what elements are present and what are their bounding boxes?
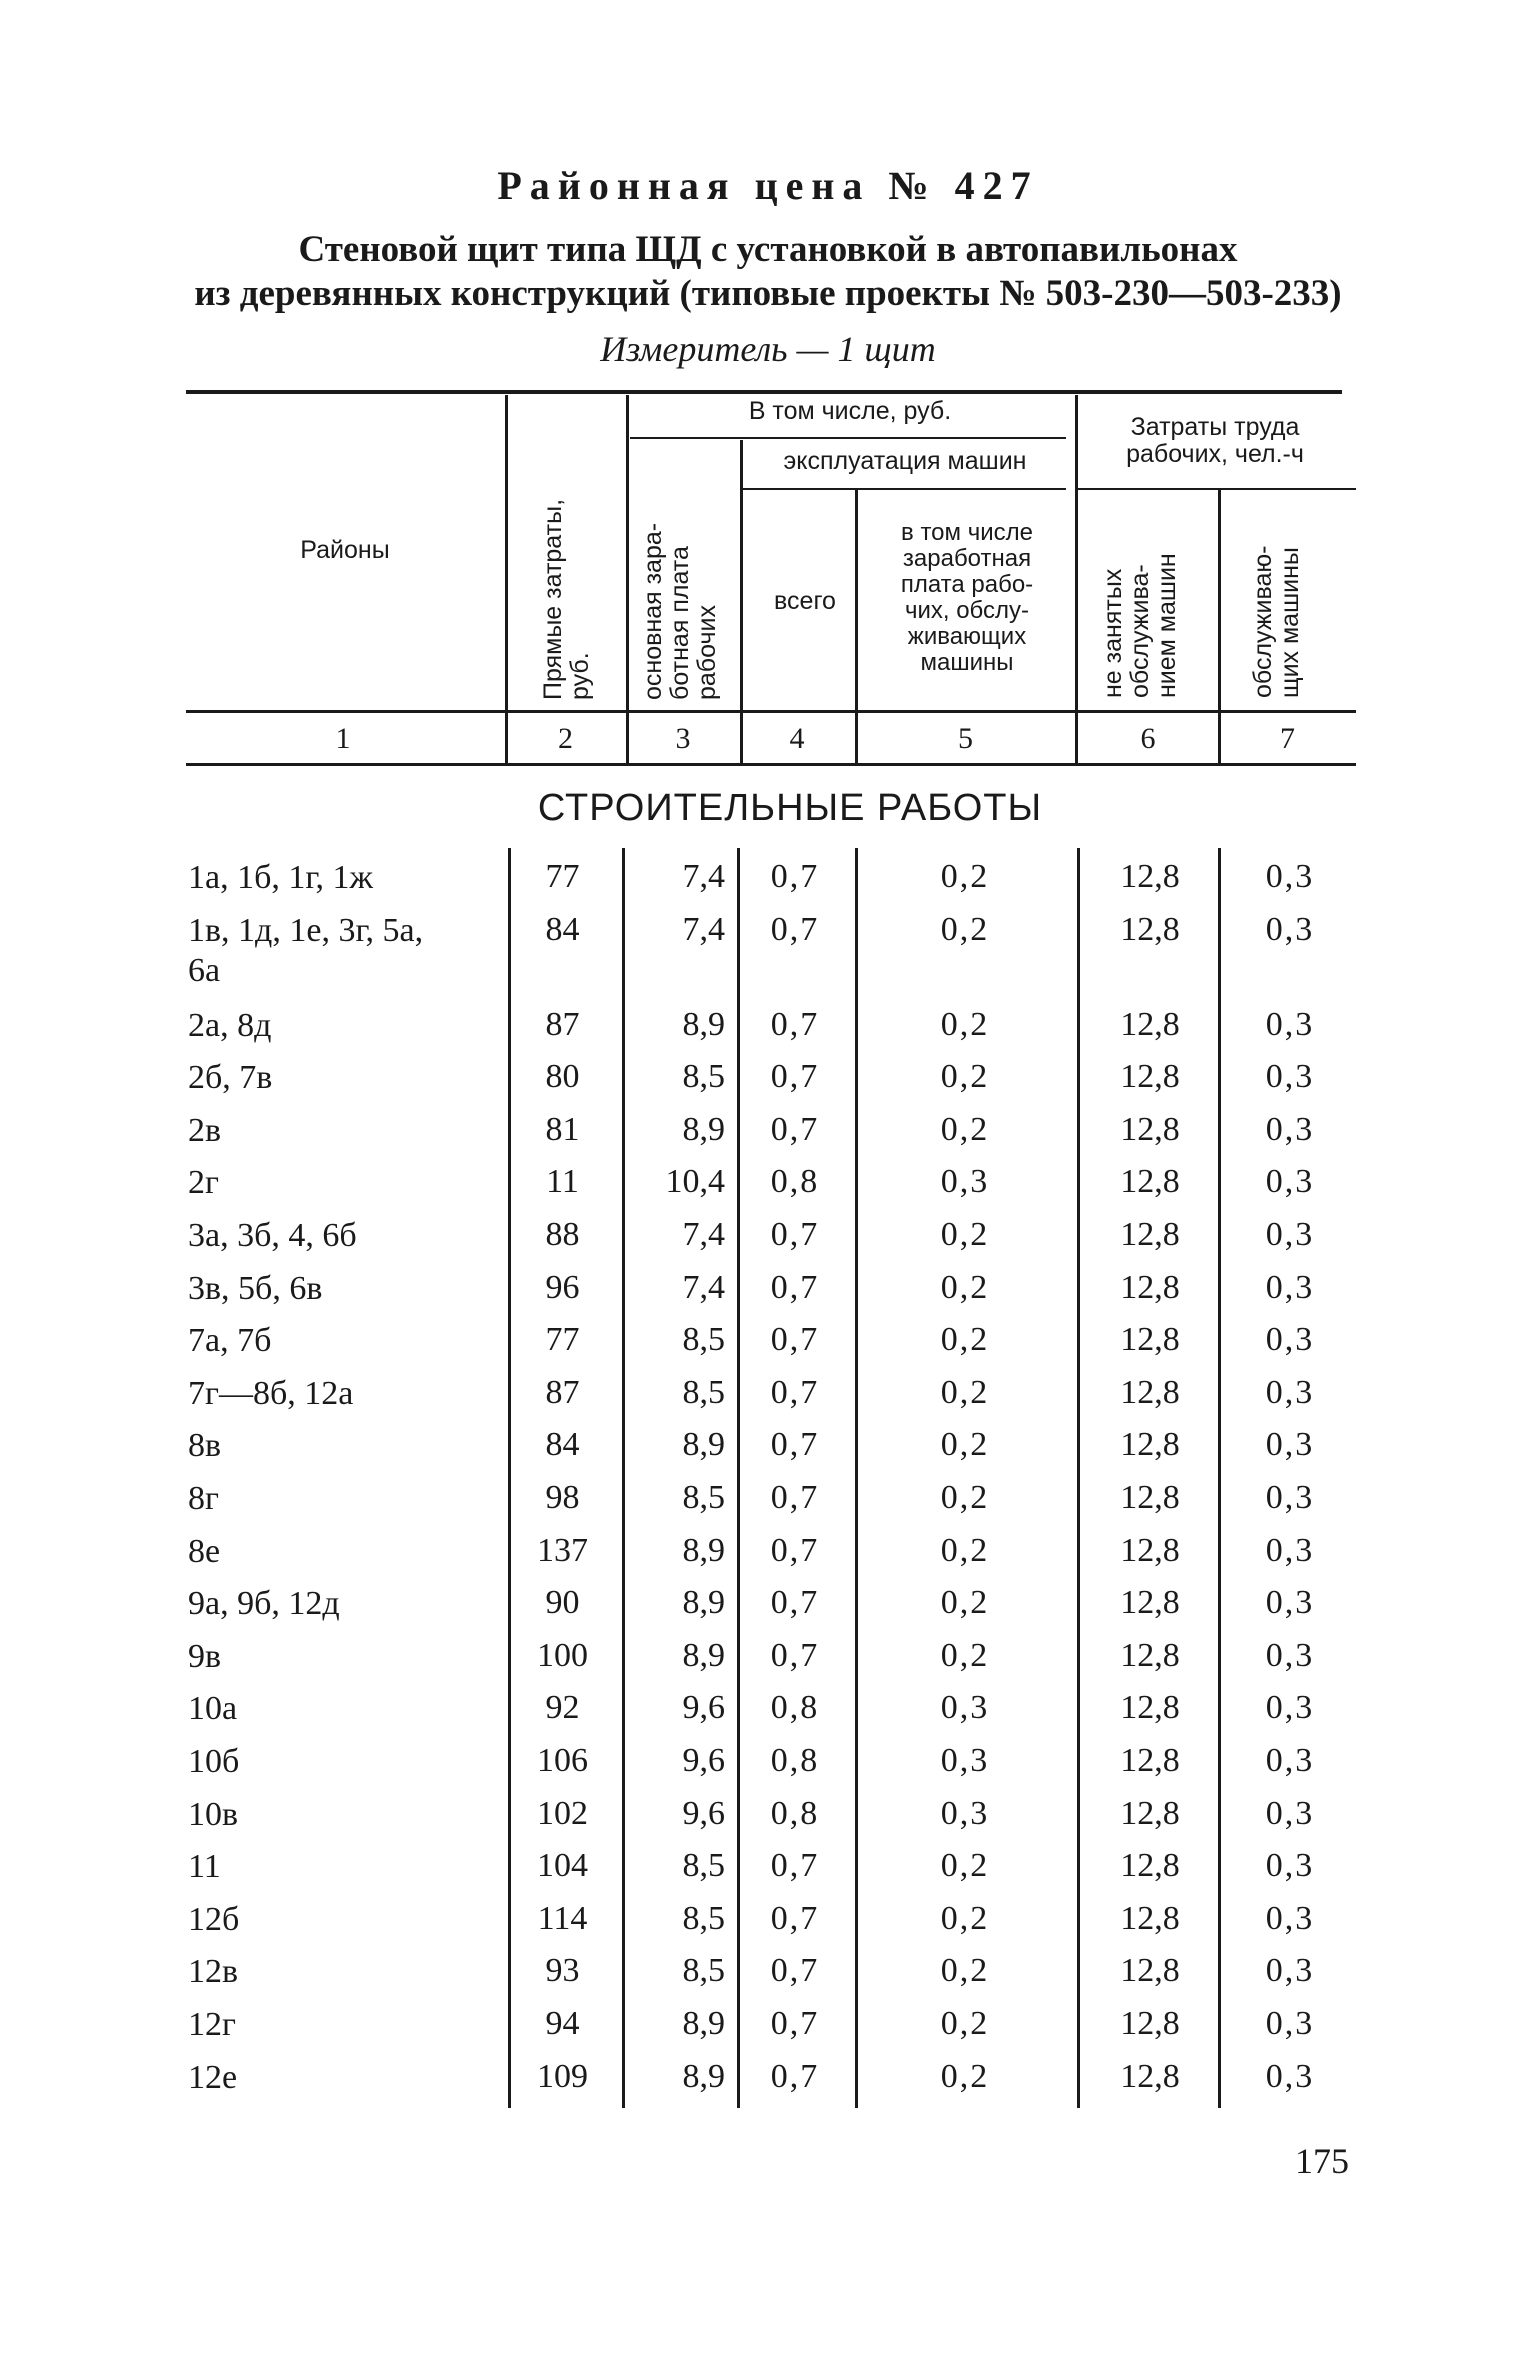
labor-cell: 12,8 [1120,1373,1180,1411]
table-row [0,1163,1536,1215]
labor-cell: 12,8 [1120,1163,1180,1201]
labor-machines-cell: 0,3 [1265,1847,1315,1885]
district-cell: 7а, 7б [188,1322,272,1360]
labor-machines-cell: 0,3 [1265,1899,1315,1937]
labor-subheader-rule [1078,488,1356,490]
labor-cell: 12,8 [1120,1216,1180,1253]
machine-total-cell: 0,7 [770,1321,820,1359]
district-cell: 12в [188,1953,239,1991]
labor-cell: 12,8 [1120,2057,1180,2095]
direct-costs-cell: 137 [537,1531,588,1569]
district-cell: 2б, 7в [188,1059,273,1097]
machine-wages-cell: 0,2 [940,2057,990,2095]
labor-cell: 12,8 [1120,858,1180,895]
machine-total-cell: 0,7 [770,1110,820,1148]
direct-costs-cell: 102 [537,1794,588,1832]
table-row [0,1900,1536,1952]
labor-machines-cell: 0,3 [1265,1952,1315,1990]
district-cell: 9в [188,1637,222,1675]
table-row [0,1058,1536,1110]
header-including-rub: В том числе, руб. [748,397,952,425]
direct-costs-cell: 81 [545,1110,580,1148]
district-cell: 2а, 8д [188,1006,272,1044]
base-wages-cell: 8,9 [682,2057,725,2095]
machine-total-cell: 0,7 [770,1847,820,1885]
machine-wages-cell: 0,2 [940,1584,990,1622]
column-number-6: 6 [1140,722,1156,755]
table-row [0,1006,1536,1058]
machine-total-cell: 0,7 [770,910,820,948]
district-cell: 12г [188,2006,236,2043]
machine-total-cell: 0,7 [770,1952,820,1990]
table-row [0,1795,1536,1847]
district-cell: 9а, 9б, 12д [188,1585,340,1623]
labor-machines-cell: 0,3 [1265,1321,1315,1359]
header-districts: Районы [300,536,390,564]
table-row [0,1321,1536,1373]
labor-cell: 12,8 [1120,1899,1180,1937]
district-cell: 12б [188,1900,240,1938]
machine-total-cell: 0,7 [770,1005,820,1043]
machine-total-cell: 0,7 [770,1373,820,1411]
table-row [0,1269,1536,1321]
labor-machines-cell: 0,3 [1265,1216,1315,1253]
direct-costs-cell: 109 [537,2057,588,2095]
labor-cell: 12,8 [1120,2005,1180,2042]
base-wages-cell: 8,9 [682,1426,725,1464]
machine-total-cell: 0,7 [770,858,820,895]
machine-total-cell: 0,7 [770,1531,820,1569]
base-wages-cell: 10,4 [665,1163,725,1201]
labor-machines-cell: 0,3 [1265,1268,1315,1306]
base-wages-cell: 8,5 [682,1847,725,1885]
labor-machines-cell: 0,3 [1265,1058,1315,1096]
machine-wages-cell: 0,2 [940,1268,990,1306]
machine-total-cell: 0,7 [770,1584,820,1622]
direct-costs-cell: 87 [545,1373,580,1411]
direct-costs-cell: 92 [545,1689,580,1727]
page-number: 175 [1295,2141,1349,2181]
base-wages-cell: 9,6 [682,1742,725,1779]
col-divider-1-2 [505,395,508,763]
machine-total-cell: 0,7 [770,1058,820,1096]
base-wages-cell: 7,4 [682,910,725,948]
district-cell: 2в [188,1111,222,1149]
labor-cell: 12,8 [1120,1636,1180,1674]
machine-wages-cell: 0,2 [940,1531,990,1569]
machine-total-cell: 0,8 [770,1742,820,1779]
base-wages-cell: 8,9 [682,1005,725,1043]
header-labor-costs: Затраты труда рабочих, чел.-ч [1126,413,1304,468]
labor-machines-cell: 0,3 [1265,1636,1315,1674]
machine-total-cell: 0,8 [770,1689,820,1727]
labor-cell: 12,8 [1120,1058,1180,1096]
base-wages-cell: 8,9 [682,1636,725,1674]
header-bottom-rule [186,710,1356,713]
direct-costs-cell: 87 [545,1005,580,1043]
machine-wages-cell: 0,2 [940,1847,990,1885]
labor-cell: 12,8 [1120,1531,1180,1569]
base-wages-cell: 8,9 [682,1110,725,1148]
district-cell: 1в, 1д, 1е, 3г, 5а, 6а [188,911,424,989]
direct-costs-cell: 80 [545,1058,580,1096]
table-row [0,1689,1536,1741]
machine-total-cell: 0,7 [770,1268,820,1306]
base-wages-cell: 9,6 [682,1689,725,1727]
column-number-5: 5 [958,722,973,755]
machine-subheader-rule [742,488,1066,490]
table-row [0,1637,1536,1689]
labor-cell: 12,8 [1120,1952,1180,1990]
table-row [0,1584,1536,1636]
machine-wages-cell: 0,2 [940,1373,990,1411]
labor-cell: 12,8 [1120,1689,1180,1727]
table-row [0,1847,1536,1899]
machine-wages-cell: 0,2 [940,1058,990,1096]
column-number-1: 1 [335,722,351,755]
machine-wages-cell: 0,2 [940,1216,990,1253]
base-wages-cell: 8,5 [682,1479,725,1516]
base-wages-cell: 7,4 [682,858,725,895]
direct-costs-cell: 77 [545,1321,580,1359]
direct-costs-cell: 84 [545,1426,580,1464]
base-wages-cell: 8,5 [682,1952,725,1990]
labor-machines-cell: 0,3 [1265,1163,1315,1201]
base-wages-cell: 8,5 [682,1373,725,1411]
column-number-3: 3 [675,722,691,755]
district-cell: 10в [188,1795,239,1833]
col-divider-5-6 [1075,395,1078,763]
labor-machines-cell: 0,3 [1265,1373,1315,1411]
machine-total-cell: 0,7 [770,1479,820,1516]
document-title-line-2: из деревянных конструкций (типовые проекты № 503-230—503-233) [194,273,1342,314]
machine-wages-cell: 0,2 [940,1110,990,1148]
direct-costs-cell: 96 [545,1268,580,1306]
table-row [0,1216,1536,1268]
direct-costs-cell: 100 [537,1636,588,1674]
table-row [0,1374,1536,1426]
labor-cell: 12,8 [1120,1426,1180,1464]
table-row [0,1479,1536,1531]
base-wages-cell: 7,4 [682,1216,725,1253]
header-direct-costs: Прямые затраты, руб. [539,498,594,700]
district-cell: 7г—8б, 12а [188,1374,354,1412]
column-number-7: 7 [1280,722,1295,755]
base-wages-cell: 8,9 [682,1531,725,1569]
column-number-2: 2 [558,722,573,755]
machine-total-cell: 0,7 [770,1426,820,1464]
document-title-line-1: Стеновой щит типа ЩД с установкой в автопавильонах [298,229,1238,270]
direct-costs-cell: 104 [537,1847,588,1885]
district-cell: 8е [188,1532,221,1570]
machine-wages-cell: 0,2 [940,1321,990,1359]
machine-wages-cell: 0,3 [940,1163,990,1201]
machine-wages-cell: 0,2 [940,1952,990,1990]
machine-wages-cell: 0,2 [940,1479,990,1516]
labor-cell: 12,8 [1120,1005,1180,1043]
labor-machines-cell: 0,3 [1265,1110,1315,1148]
machine-wages-cell: 0,2 [940,1636,990,1674]
machine-total-cell: 0,8 [770,1163,820,1201]
section-title: СТРОИТЕЛЬНЫЕ РАБОТЫ [537,787,1043,829]
labor-machines-cell: 0,3 [1265,1689,1315,1727]
direct-costs-cell: 93 [545,1952,580,1990]
machine-wages-cell: 0,2 [940,2005,990,2042]
measure-unit: Измеритель — 1 щит [600,329,936,369]
labor-machines-cell: 0,3 [1265,910,1315,948]
labor-cell: 12,8 [1120,1110,1180,1148]
table-row [0,1111,1536,1163]
machine-total-cell: 0,7 [770,1899,820,1937]
labor-machines-cell: 0,3 [1265,2057,1315,2095]
table-row [0,2005,1536,2057]
col-divider-3-4 [740,440,743,763]
table-row [0,1532,1536,1584]
header-machine-operation: эксплуатация машин [783,447,1027,475]
labor-machines-cell: 0,3 [1265,1005,1315,1043]
labor-cell: 12,8 [1120,1584,1180,1622]
labor-machines-cell: 0,3 [1265,1426,1315,1464]
base-wages-cell: 8,9 [682,1584,725,1622]
table-row [0,1742,1536,1794]
labor-machines-cell: 0,3 [1265,858,1315,895]
direct-costs-cell: 84 [545,910,580,948]
table-row [0,1426,1536,1478]
labor-machines-cell: 0,3 [1265,1584,1315,1622]
base-wages-cell: 8,5 [682,1899,725,1937]
machine-wages-cell: 0,2 [940,910,990,948]
table-row [0,858,1536,910]
labor-machines-cell: 0,3 [1265,1794,1315,1832]
machine-wages-cell: 0,3 [940,1689,990,1727]
district-cell: 2г [188,1164,219,1202]
base-wages-cell: 9,6 [682,1794,725,1832]
price-title: Районная цена № 427 [497,163,1039,208]
table-row [0,2058,1536,2110]
direct-costs-cell: 88 [545,1216,580,1253]
direct-costs-cell: 114 [537,1899,588,1937]
labor-cell: 12,8 [1120,1847,1180,1885]
district-cell: 1а, 1б, 1г, 1ж [188,859,373,896]
labor-machines-cell: 0,3 [1265,2005,1315,2042]
header-total: всего [774,587,836,615]
district-cell: 3в, 5б, 6в [188,1269,323,1307]
labor-cell: 12,8 [1120,1268,1180,1306]
machine-total-cell: 0,7 [770,1636,820,1674]
machine-total-cell: 0,7 [770,1216,820,1253]
subheader-rule [630,437,1066,439]
header-labor-not-machines: не занятых обслужива- нием машин [1099,553,1181,698]
direct-costs-cell: 11 [546,1163,579,1201]
header-labor-machines: обслуживаю- щих машины [1249,545,1304,698]
header-top-rule [186,390,1342,394]
table-row [0,910,1536,989]
column-numbers-rule [186,763,1356,766]
table-row [0,1952,1536,2004]
labor-machines-cell: 0,3 [1265,1531,1315,1569]
direct-costs-cell: 106 [537,1742,588,1779]
machine-total-cell: 0,7 [770,2005,820,2042]
header-machine-wages: в том числе заработная плата рабо- чих, обслу- живающих машины [900,519,1034,676]
base-wages-cell: 8,5 [682,1321,725,1359]
direct-costs-cell: 94 [545,2005,580,2042]
district-cell: 12е [188,2058,238,2096]
machine-wages-cell: 0,3 [940,1742,990,1779]
labor-cell: 12,8 [1120,1794,1180,1832]
machine-wages-cell: 0,3 [940,1794,990,1832]
base-wages-cell: 8,5 [682,1058,725,1096]
header-base-wages: основная зара- ботная плата рабочих [639,522,721,700]
direct-costs-cell: 90 [545,1584,580,1622]
district-cell: 8в [188,1427,222,1465]
district-cell: 10б [188,1743,240,1780]
machine-total-cell: 0,7 [770,2057,820,2095]
base-wages-cell: 7,4 [682,1268,725,1306]
column-number-4: 4 [789,722,805,755]
machine-wages-cell: 0,2 [940,858,990,895]
labor-cell: 12,8 [1120,1321,1180,1359]
district-cell: 8г [188,1480,219,1517]
district-cell: 3а, 3б, 4, 6б [188,1217,357,1254]
direct-costs-cell: 77 [545,858,580,895]
labor-cell: 12,8 [1120,1479,1180,1516]
labor-cell: 12,8 [1120,910,1180,948]
district-cell: 10а [188,1690,238,1728]
machine-total-cell: 0,8 [770,1794,820,1832]
labor-cell: 12,8 [1120,1742,1180,1779]
col-divider-2-3 [626,395,629,763]
base-wages-cell: 8,9 [682,2005,725,2042]
machine-wages-cell: 0,2 [940,1899,990,1937]
direct-costs-cell: 98 [545,1479,580,1516]
machine-wages-cell: 0,2 [940,1426,990,1464]
labor-machines-cell: 0,3 [1265,1479,1315,1516]
labor-machines-cell: 0,3 [1265,1742,1315,1779]
machine-wages-cell: 0,2 [940,1005,990,1043]
district-cell: 11 [188,1848,221,1886]
